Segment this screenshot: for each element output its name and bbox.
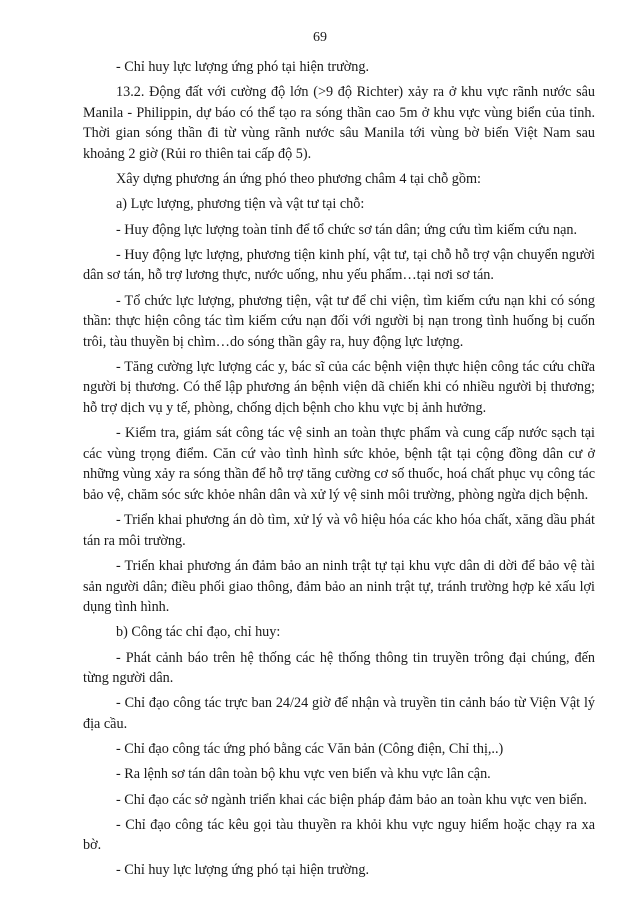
page-number: 69: [313, 30, 327, 45]
section-heading-a: a) Lực lượng, phương tiện và vật tư tại chỗ:: [116, 196, 365, 213]
document-body: [83, 57, 595, 886]
paragraph-broadcast-warning: - Phát cảnh báo trên hệ thống các hệ thống thông tin truyền trông đại chúng, đến từng người dân.: [83, 649, 595, 687]
paragraph-medical-reinforcement: - Tăng cường lực lượng các y, bác sĩ của các bệnh viện thực hiện công tác cứu chữa người bị thương. Có thể lập phương án bệnh viện dã chiến khi có nhiều người bị thương; hỗ trợ dịch vụ y tế, phòng, chống dịch bệnh cho khu vực bị ảnh hưởng.: [83, 358, 595, 417]
paragraph-security-order: - Triển khai phương án đảm bảo an ninh trật tự tại khu vực dân di dời để bảo vệ tài sản người dân; điều phối giao thông, đảm bảo an ninh trật tự, tránh trường hợp kẻ xấu lợi dụng tình hình.: [83, 558, 595, 616]
paragraph-official-documents: - Chỉ đạo công tác ứng phó bằng các Văn bản (Công điện, Chỉ thị,..): [116, 741, 504, 758]
paragraph-command-field-forces-bottom: - Chỉ huy lực lượng ứng phó tại hiện trường.: [116, 862, 370, 879]
paragraph-duty-24-24: - Chỉ đạo công tác trực ban 24/24 giờ để nhận và truyền tin cảnh báo từ Viện Vật lý địa cầu.: [83, 695, 595, 732]
paragraph-scenario-13-2: 13.2. Động đất với cường độ lớn (>9 độ Richter) xảy ra ở khu vực rãnh nước sâu Manila - Philippin, dự báo có thể tạo ra sóng thần cao 5m ở khu vực vùng biển của tỉnh. Thời gian sóng thần đi từ vùng rãnh nước sâu Manila tới vùng bờ biển Việt Nam sau khoảng 2 giờ (Rủi ro thiên tai cấp độ 5).: [83, 84, 595, 162]
paragraph-response-plan-intro: Xây dựng phương án ứng phó theo phương châm 4 tại chỗ gồm:: [116, 171, 481, 188]
paragraph-coastal-safety: - Chỉ đạo các sở ngành triển khai các biện pháp đảm bảo an toàn khu vực ven biển.: [116, 791, 588, 808]
paragraph-organize-rescue: - Tổ chức lực lượng, phương tiện, vật tư để chi viện, tìm kiếm cứu nạn khi có sóng thần: thực hiện công tác tìm kiếm cứu nạn đối với người bị nạn trong tình huống bị cuốn trôi, tàu thuyền bị chìm…do sóng thần gây ra, huy động lực lượng.: [83, 292, 595, 350]
paragraph-mobilize-province-forces: - Huy động lực lượng toàn tỉnh để tổ chức sơ tán dân; ứng cứu tìm kiếm cứu nạn.: [116, 221, 578, 238]
paragraph-mobilize-resources: - Huy động lực lượng, phương tiện kinh phí, vật tư, tại chỗ hỗ trợ vận chuyển người dân sơ tán, hỗ trợ lương thực, nước uống, nhu yếu phẩm…tại nơi sơ tán.: [83, 246, 595, 284]
paragraph-command-field-forces-top: - Chỉ huy lực lượng ứng phó tại hiện trường.: [116, 59, 370, 75]
paragraph-chemical-fuel-handling: - Triển khai phương án dò tìm, xử lý và vô hiệu hóa các kho hóa chất, xăng dầu phát tán ra môi trường.: [83, 512, 595, 549]
paragraph-evacuation-order: - Ra lệnh sơ tán dân toàn bộ khu vực ven biển và khu vực lân cận.: [116, 766, 491, 783]
paragraph-food-safety-water: - Kiểm tra, giám sát công tác vệ sinh an toàn thực phẩm và cung cấp nước sạch tại các vùng trọng điểm. Căn cứ vào tình hình sức khỏe, bệnh tật tại cộng đồng dân cư ở những vùng xảy ra sóng thần để hỗ trợ tăng cường cơ số thuốc, hoá chất phục vụ công tác bảo vệ, chăm sóc sức khỏe nhân dân và xử lý vệ sinh môi trường, phòng ngừa dịch bệnh.: [83, 425, 595, 504]
paragraph-vessels-recall: - Chỉ đạo công tác kêu gọi tàu thuyền ra khỏi khu vực nguy hiểm hoặc chạy ra xa bờ.: [83, 816, 595, 854]
section-heading-b: b) Công tác chỉ đạo, chỉ huy:: [116, 624, 281, 641]
